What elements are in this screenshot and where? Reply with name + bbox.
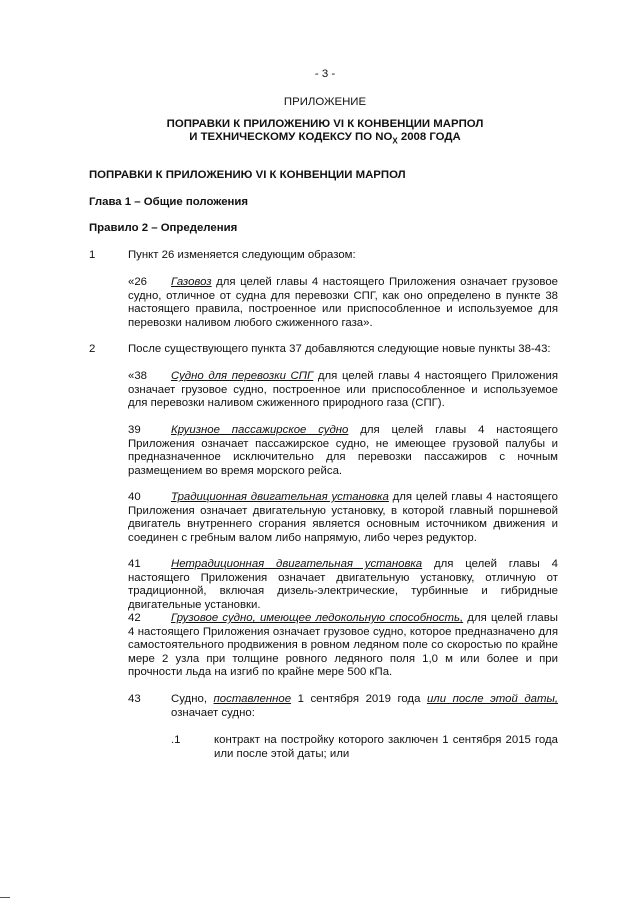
defined-term: или после этой даты, bbox=[426, 693, 558, 705]
annex-header: ПРИЛОЖЕНИЕ bbox=[283, 96, 367, 108]
scan-artifact bbox=[0, 897, 10, 898]
section-heading: ПОПРАВКИ К ПРИЛОЖЕНИЮ VI К КОНВЕНЦИИ МАРПОЛ bbox=[89, 169, 406, 181]
paragraph-number: 39 bbox=[128, 424, 141, 436]
title-line-2-sub: X bbox=[392, 136, 398, 146]
title-line-2-post: 2008 ГОДА bbox=[397, 131, 461, 143]
paragraph-text: для целей главы 4 настоящего Приложения означает пассажирское судно, не имеющее грузовой палубы и предназначенное исключительно для перевозки пассажиров с ночным размещением во время морского рейса. bbox=[128, 424, 558, 477]
item-number: 1 bbox=[89, 249, 96, 261]
paragraph-number: 42 bbox=[128, 612, 141, 624]
chapter-heading: Глава 1 – Общие положения bbox=[89, 196, 249, 208]
paragraph-number: 43 bbox=[128, 693, 141, 705]
subitem-number: .1 bbox=[171, 734, 181, 746]
paragraph-number: 40 bbox=[128, 491, 141, 503]
paragraph-text-pre: Судно, bbox=[171, 693, 214, 705]
item-text: После существующего пункта 37 добавляются следующие новые пункты 38-43: bbox=[128, 343, 551, 355]
item-number: 2 bbox=[89, 343, 96, 355]
paragraph-39 bbox=[128, 424, 558, 478]
item-text: Пункт 26 изменяется следующим образом: bbox=[128, 249, 356, 261]
subitem-text: контракт на постройку которого заключен 1 сентября 2015 года или после этой даты; или bbox=[214, 734, 558, 760]
paragraph-text-post: означает судно: bbox=[171, 706, 255, 719]
paragraph-41 bbox=[128, 558, 558, 612]
paragraph-text: для целей главы 4 настоящего Приложения означает грузовое судно, которое предназначено для самостоятельного продвижения в ровном ледяном поле со скоростью по крайне мере 2 узла при толщине ровного ледяного поля 1,0 м или более и при прочности льда на изгиб по крайне мере 500 кПа. bbox=[128, 612, 558, 679]
paragraph-42 bbox=[128, 612, 558, 680]
title-line-2-pre: И ТЕХНИЧЕСКОМУ КОДЕКСУ ПО NO bbox=[189, 131, 393, 143]
paragraph-text: для целей главы 4 настоящего Приложения означает грузовое судно, построенное или приспособленное и используемое для перевозки наливом сжиженного природного газа (СПГ). bbox=[128, 370, 558, 410]
page-number: - 3 - bbox=[314, 68, 336, 80]
defined-term: поставленное bbox=[213, 693, 292, 705]
title-line-2 bbox=[90, 131, 560, 148]
paragraph-number: 41 bbox=[128, 558, 141, 570]
paragraph-text-mid: 1 сентября 2019 года bbox=[291, 693, 427, 705]
paragraph-38 bbox=[128, 370, 558, 411]
paragraph-26 bbox=[128, 276, 558, 330]
paragraph-40 bbox=[128, 491, 558, 545]
defined-term: Круизное пассажирское судно bbox=[171, 424, 349, 436]
defined-term: Газовоз bbox=[171, 276, 212, 288]
paragraph-text: для целей главы 4 настоящего Приложения означает двигательную установку, отличную от традиционной, включая дизель-электрические, турбинные и гибридные двигательные установки. bbox=[128, 558, 559, 611]
paragraph-text: для целей главы 4 настоящего Приложения означает двигательную установку, в которой главный поршневой двигатель внутреннего сгорания является основным источником движения и соединен с гребным валом либо напрямую, либо через редуктор. bbox=[128, 491, 558, 544]
paragraph-43 bbox=[171, 693, 558, 720]
regulation-heading: Правило 2 – Определения bbox=[89, 222, 238, 234]
defined-term: Нетрадиционная двигательная установка bbox=[171, 558, 423, 570]
title-line-1: ПОПРАВКИ К ПРИЛОЖЕНИЮ VI К КОНВЕНЦИИ МАРПОЛ bbox=[166, 118, 484, 130]
defined-term: Судно для перевозки СПГ bbox=[171, 370, 314, 382]
paragraph-number: «26 bbox=[128, 276, 148, 288]
defined-term: Грузовое судно, имеющее ледокольную способность, bbox=[171, 612, 464, 624]
paragraph-text: для целей главы 4 настоящего Приложения означает грузовое судно, отличное от судна для перевозки СПГ, как оно определено в пункте 38 настоящего правила, построенное или приспособленное и используемое для перевозки наливом любого сжиженного газа». bbox=[128, 276, 558, 329]
defined-term: Традиционная двигательная установка bbox=[171, 491, 389, 503]
paragraph-number: «38 bbox=[128, 370, 148, 382]
